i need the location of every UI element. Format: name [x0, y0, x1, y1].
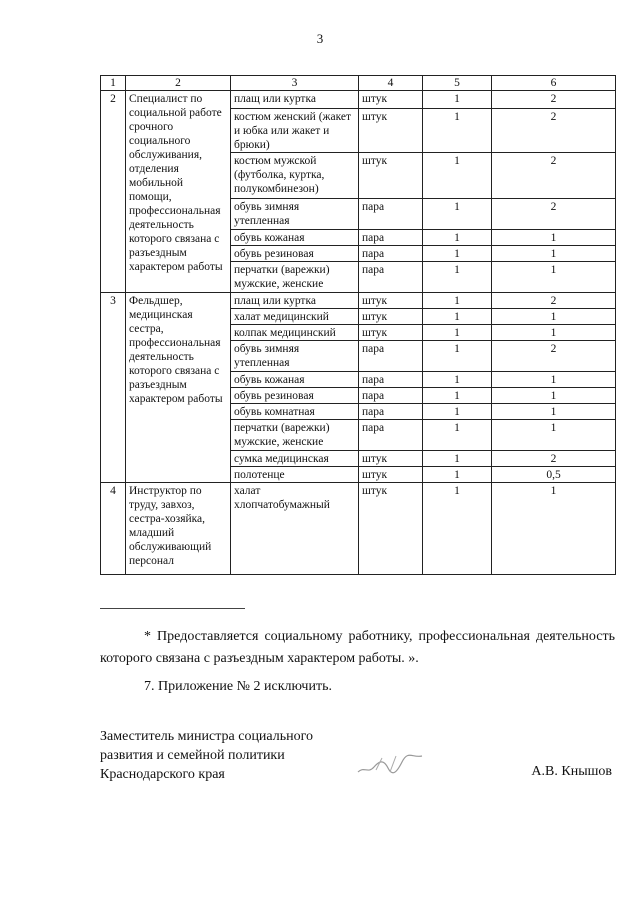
uniform-norms-table	[100, 75, 616, 575]
qty-cell: 1	[423, 109, 492, 153]
unit-cell: пара	[359, 230, 423, 246]
signer-title-line-1: Заместитель министра социального	[100, 729, 314, 744]
unit-cell: пара	[359, 420, 423, 451]
item-7-text: 7. Приложение № 2 исключить.	[144, 679, 332, 694]
qty-cell: 1	[423, 483, 492, 575]
item-cell: обувь зимняя утепленная	[231, 341, 359, 372]
qty-cell: 1	[423, 388, 492, 404]
qty-cell: 1	[423, 246, 492, 262]
row-number: 2	[101, 91, 126, 293]
qty-cell: 1	[423, 404, 492, 420]
qty-cell: 1	[423, 451, 492, 467]
table-row	[101, 91, 616, 109]
qty-cell: 1	[423, 309, 492, 325]
signer-name: А.В. Кнышов	[531, 764, 612, 779]
item-cell: сумка медицинская	[231, 451, 359, 467]
term-cell: 1	[492, 404, 616, 420]
unit-cell: штук	[359, 483, 423, 575]
row-number: 3	[101, 293, 126, 483]
unit-cell: штук	[359, 153, 423, 199]
signer-title-line-3: Краснодарского края	[100, 767, 225, 782]
item-cell: костюм мужской (футболка, куртка, полукомбинезон)	[231, 153, 359, 199]
unit-cell: штук	[359, 325, 423, 341]
term-cell: 1	[492, 246, 616, 262]
item-cell: перчатки (варежки) мужские, женские	[231, 420, 359, 451]
row-number: 4	[101, 483, 126, 575]
term-cell: 1	[492, 309, 616, 325]
qty-cell: 1	[423, 153, 492, 199]
item-cell: плащ или куртка	[231, 293, 359, 309]
term-cell: 0,5	[492, 467, 616, 483]
position-cell: Фельдшер, медицинская сестра, профессиональная деятельность которого связана с разъездным характером работы	[126, 293, 231, 483]
unit-cell: штук	[359, 91, 423, 109]
item-cell: костюм женский (жакет и юбка или жакет и брюки)	[231, 109, 359, 153]
unit-cell: штук	[359, 467, 423, 483]
term-cell: 2	[492, 91, 616, 109]
unit-cell: пара	[359, 262, 423, 293]
term-cell: 1	[492, 483, 616, 575]
unit-cell: пара	[359, 388, 423, 404]
item-cell: обувь комнатная	[231, 404, 359, 420]
handwritten-signature	[356, 752, 426, 778]
item-cell: обувь кожаная	[231, 372, 359, 388]
unit-cell: пара	[359, 372, 423, 388]
qty-cell: 1	[423, 372, 492, 388]
qty-cell: 1	[423, 262, 492, 293]
unit-cell: пара	[359, 404, 423, 420]
unit-cell: штук	[359, 109, 423, 153]
term-cell: 2	[492, 341, 616, 372]
qty-cell: 1	[423, 420, 492, 451]
term-cell: 1	[492, 230, 616, 246]
header-cell: 2	[126, 76, 231, 91]
unit-cell: штук	[359, 293, 423, 309]
item-cell: халат медицинский	[231, 309, 359, 325]
term-cell: 2	[492, 451, 616, 467]
header-cell: 5	[423, 76, 492, 91]
term-cell: 2	[492, 109, 616, 153]
term-cell: 1	[492, 388, 616, 404]
unit-cell: пара	[359, 199, 423, 230]
term-cell: 1	[492, 325, 616, 341]
term-cell: 2	[492, 293, 616, 309]
item-cell: обувь кожаная	[231, 230, 359, 246]
unit-cell: штук	[359, 309, 423, 325]
header-cell: 4	[359, 76, 423, 91]
position-cell: Инструктор по труду, завхоз, сестра-хозяйка, младший обслуживающий персонал	[126, 483, 231, 575]
item-cell: обувь зимняя утепленная	[231, 199, 359, 230]
item-cell: полотенце	[231, 467, 359, 483]
table-row	[101, 483, 616, 575]
item-cell: обувь резиновая	[231, 246, 359, 262]
position-cell: Специалист по социальной работе срочного социального обслуживания, отделения мобильной помощи, профессиональная деятельность которого связана с разъездным характером работы	[126, 91, 231, 293]
qty-cell: 1	[423, 91, 492, 109]
unit-cell: штук	[359, 451, 423, 467]
page-number: 3	[316, 31, 324, 46]
item-cell: перчатки (варежки) мужские, женские	[231, 262, 359, 293]
signer-title-line-2: развития и семейной политики	[100, 748, 285, 763]
table-header-row	[101, 76, 616, 91]
term-cell: 2	[492, 199, 616, 230]
table-row	[101, 293, 616, 309]
item-cell: колпак медицинский	[231, 325, 359, 341]
footnote-text: * Предоставляется социальному работнику, профессиональная деятельность которого связана с разъездным характером работы. ».	[100, 629, 615, 666]
term-cell: 2	[492, 153, 616, 199]
term-cell: 1	[492, 262, 616, 293]
signer-block	[100, 727, 313, 784]
item-cell: халат хлопчатобумажный	[231, 483, 359, 575]
footnote-separator	[100, 608, 245, 609]
header-cell: 3	[231, 76, 359, 91]
qty-cell: 1	[423, 467, 492, 483]
qty-cell: 1	[423, 341, 492, 372]
qty-cell: 1	[423, 325, 492, 341]
unit-cell: пара	[359, 341, 423, 372]
term-cell: 1	[492, 372, 616, 388]
item-cell: плащ или куртка	[231, 91, 359, 109]
qty-cell: 1	[423, 199, 492, 230]
item-cell: обувь резиновая	[231, 388, 359, 404]
term-cell: 1	[492, 420, 616, 451]
qty-cell: 1	[423, 293, 492, 309]
qty-cell: 1	[423, 230, 492, 246]
header-cell: 1	[101, 76, 126, 91]
unit-cell: пара	[359, 246, 423, 262]
header-cell: 6	[492, 76, 616, 91]
